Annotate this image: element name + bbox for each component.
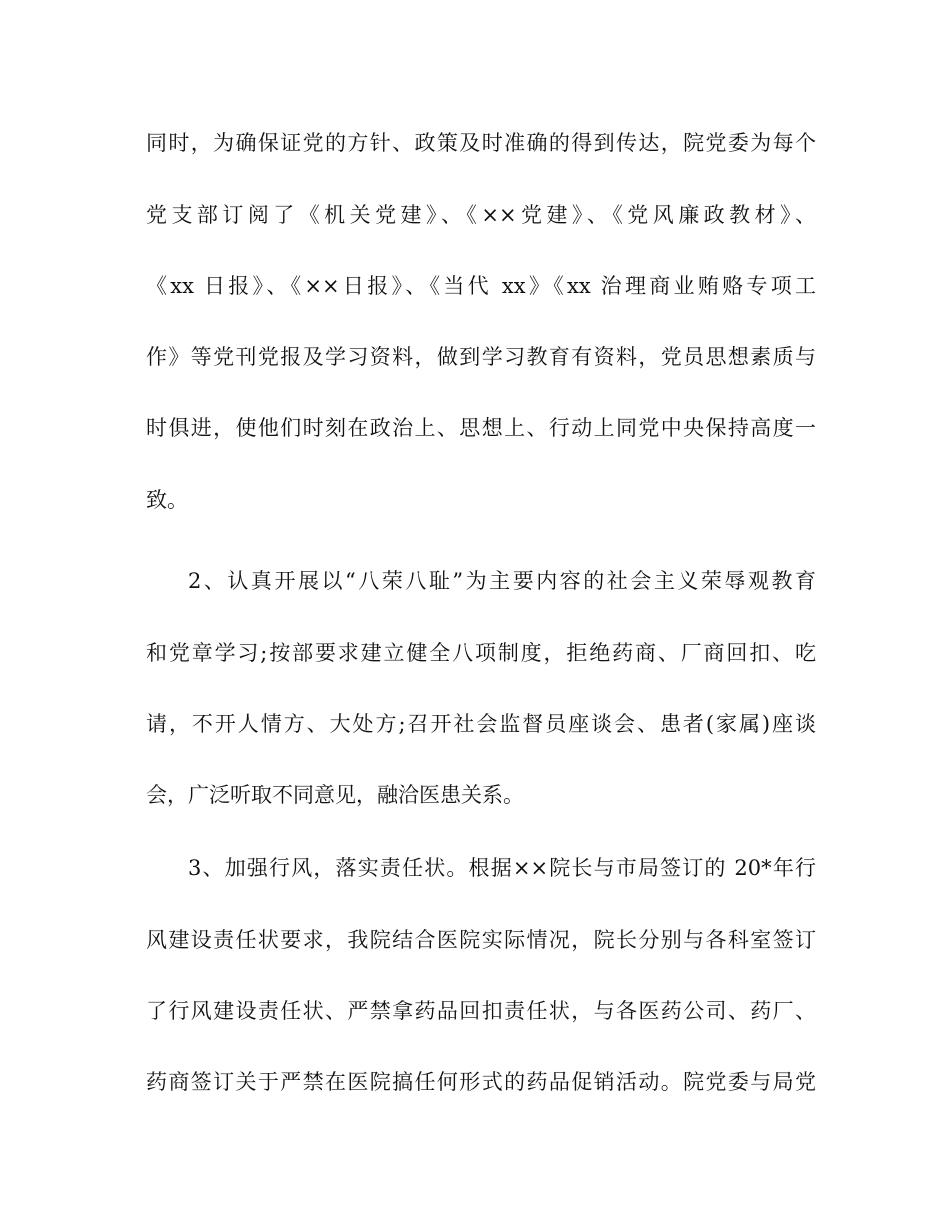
paragraph-3-first-line: 3、加强行风，落实责任状。根据××院长与市局签订的 20*年行 <box>188 856 816 880</box>
text-line: 时俱进，使他们时刻在政治上、思想上、行动上同党中央保持高度一 <box>146 416 816 440</box>
text-line: 会，广泛听取不同意见，融洽医患关系。 <box>146 783 524 807</box>
text-line: 党支部订阅了《机关党建》、《××党建》、《党风廉政教材》、 <box>146 203 816 227</box>
text-line: 作》等党刊党报及学习资料，做到学习教育有资料，党员思想素质与 <box>146 345 816 369</box>
text-line: 和党章学习;按部要求建立健全八项制度，拒绝药商、厂商回扣、吃 <box>146 641 816 665</box>
text-line: 《xx 日报》、《××日报》、《当代 xx》《xx 治理商业贿赂专项工 <box>146 274 816 298</box>
text-line: 同时，为确保证党的方针、政策及时准确的得到传达，院党委为每个 <box>146 131 816 155</box>
text-line: 请，不开人情方、大处方;召开社会监督员座谈会、患者(家属)座谈 <box>146 712 816 736</box>
paragraph-2-first-line: 2、认真开展以“八荣八耻”为主要内容的社会主义荣辱观教育 <box>188 569 816 593</box>
text-line: 致。 <box>146 488 188 512</box>
text-line: 风建设责任状要求，我院结合医院实际情况，院长分别与各科室签订 <box>146 928 816 952</box>
text-line: 了行风建设责任状、严禁拿药品回扣责任状，与各医药公司、药厂、 <box>146 999 816 1023</box>
text-line: 药商签订关于严禁在医院搞任何形式的药品促销活动。院党委与局党 <box>146 1070 816 1094</box>
